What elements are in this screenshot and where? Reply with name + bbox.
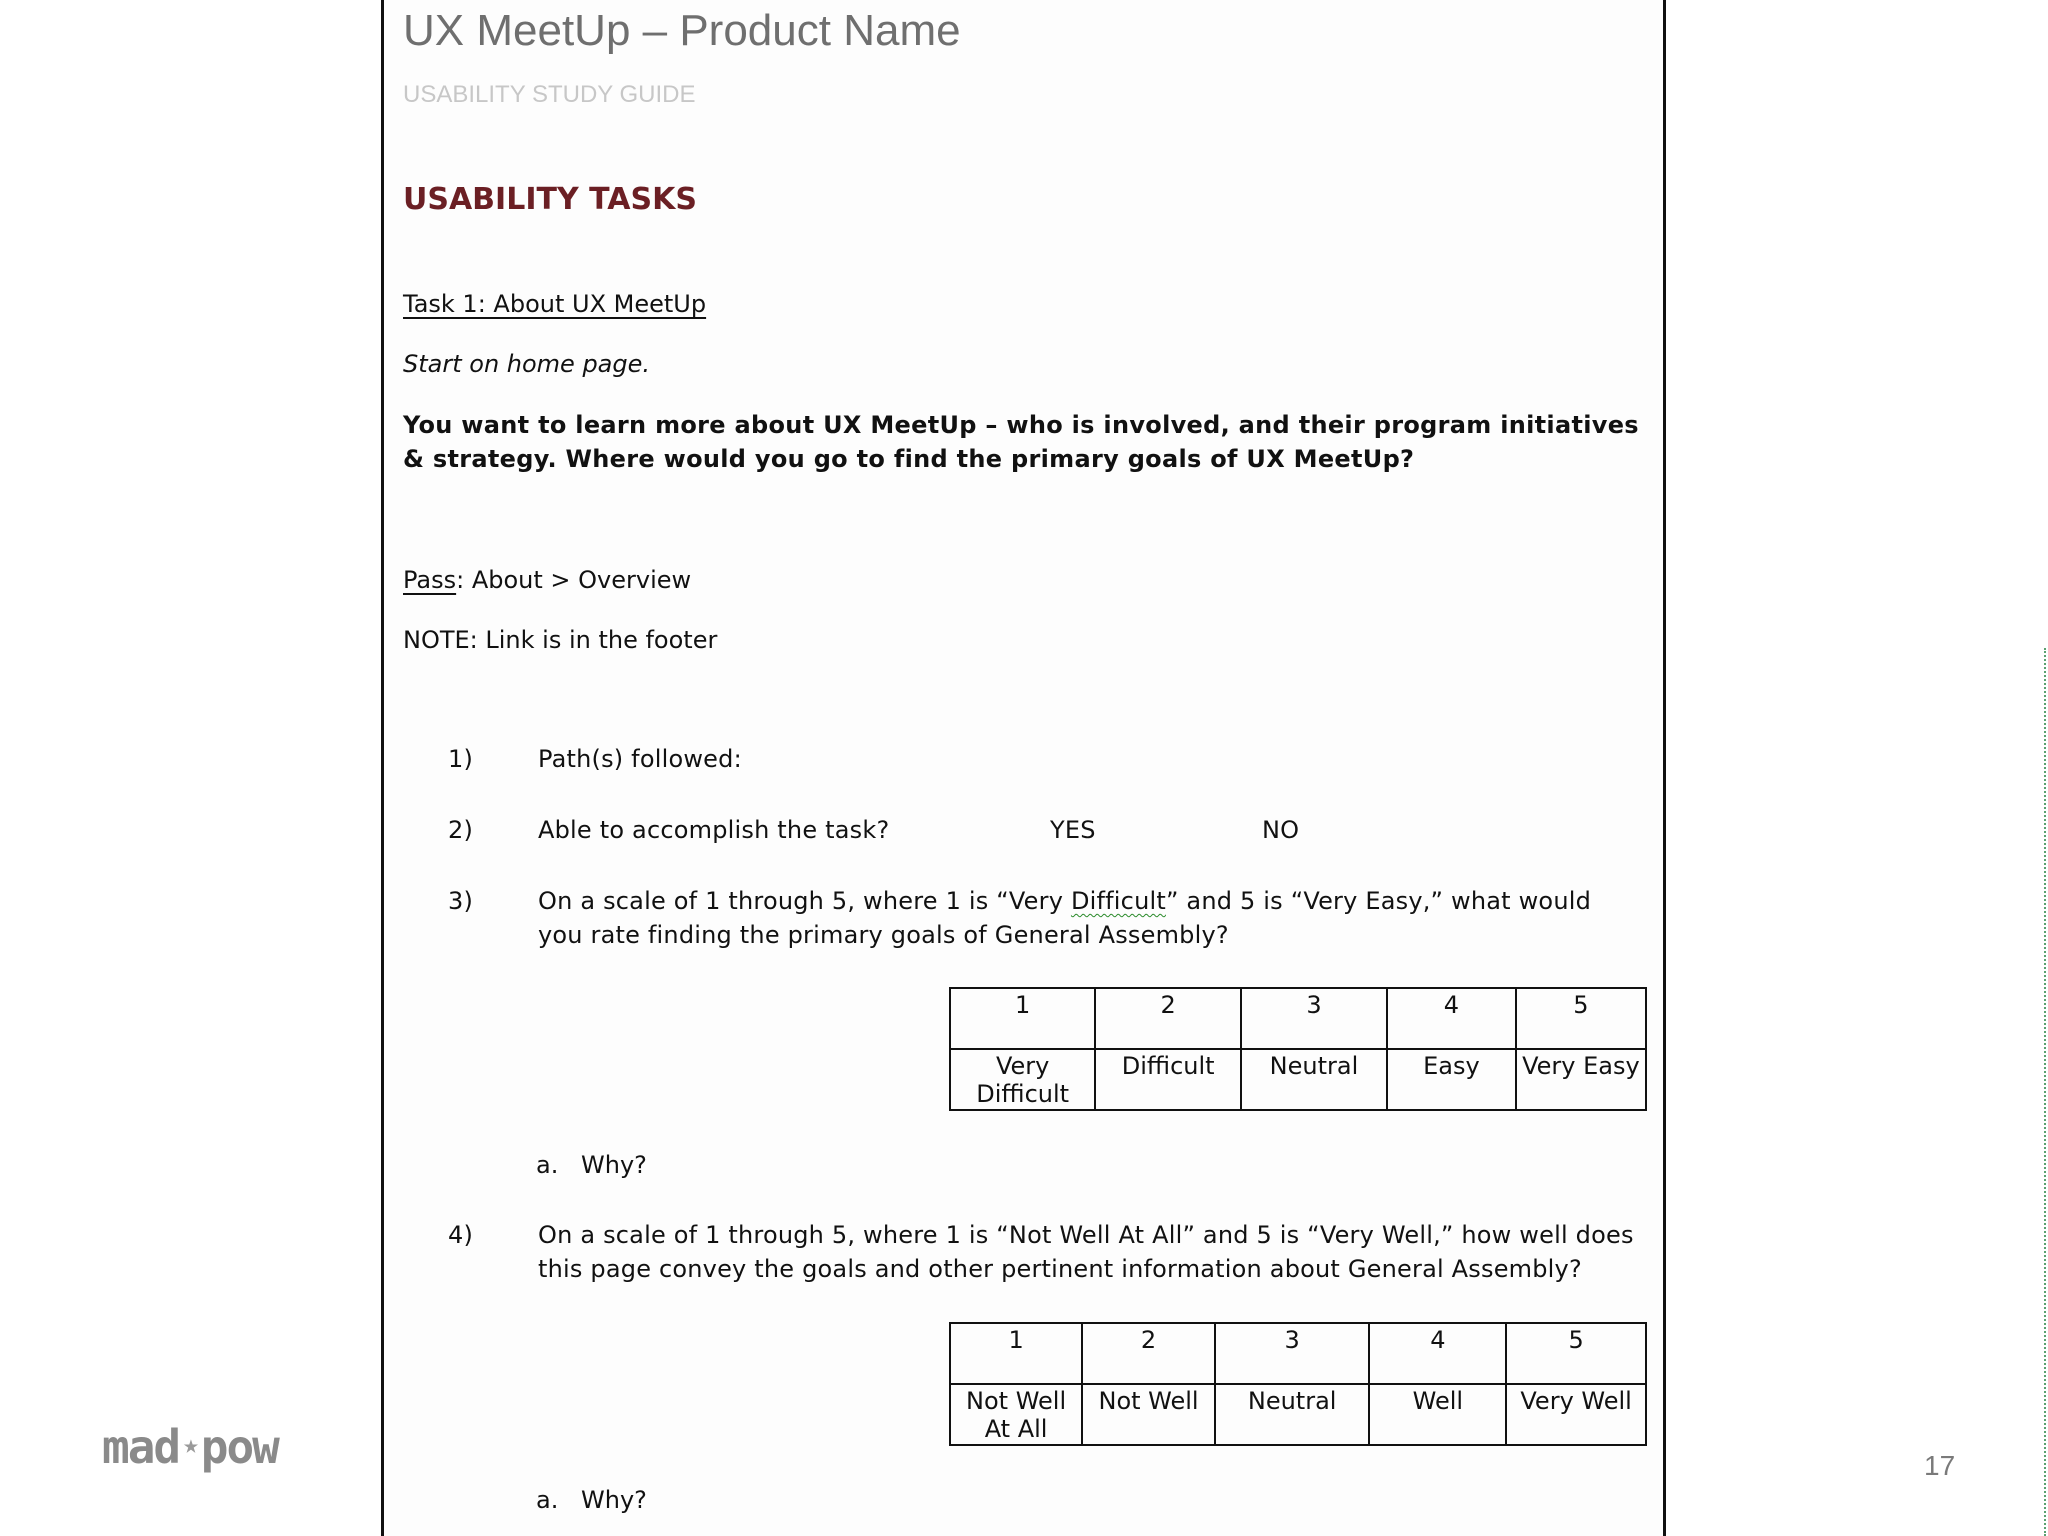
- answer-no: NO: [1262, 816, 1300, 844]
- table-row: [950, 1049, 1646, 1110]
- why-text: Why?: [581, 1486, 647, 1514]
- question-number: 1): [448, 745, 474, 773]
- question-number: 2): [448, 816, 474, 844]
- spellcheck-flagged-word: Difficult: [1070, 887, 1166, 915]
- task-note: NOTE: Link is in the footer: [403, 626, 718, 654]
- logo-text-left: mad: [102, 1420, 180, 1474]
- margin-divider: [2044, 648, 2046, 1536]
- list-letter: a.: [536, 1486, 559, 1514]
- why-text: Why?: [581, 1151, 647, 1179]
- pass-value: : About > Overview: [456, 566, 692, 594]
- table-cell: 4: [1369, 1323, 1506, 1384]
- table-cell: 1: [950, 1323, 1082, 1384]
- table-cell: Easy: [1387, 1049, 1516, 1110]
- task-start-note: Start on home page.: [403, 350, 651, 378]
- pass-line: [403, 566, 691, 594]
- table-cell: 5: [1516, 988, 1646, 1049]
- table-cell: 3: [1215, 1323, 1370, 1384]
- wellness-scale-table: [949, 1322, 1647, 1446]
- table-cell: 3: [1241, 988, 1387, 1049]
- table-cell: Very Easy: [1516, 1049, 1646, 1110]
- madpow-logo: [102, 1420, 278, 1474]
- table-cell: Neutral: [1241, 1049, 1387, 1110]
- question-text: [538, 884, 1638, 952]
- question-text: Able to accomplish the task?: [538, 816, 890, 844]
- question-number: 4): [448, 1221, 474, 1249]
- table-row: [950, 988, 1646, 1049]
- question-text-part: On a scale of 1 through 5, where 1 is “Very: [538, 887, 1071, 915]
- document-page: [381, 0, 1666, 1536]
- table-cell: 1: [950, 988, 1095, 1049]
- question-text-part: ” and 5 is “Very Easy,” what would you rate finding the primary goals of General Assembly?: [538, 887, 1592, 949]
- table-cell: Not Well At All: [950, 1384, 1082, 1445]
- table-cell: 5: [1506, 1323, 1646, 1384]
- question-number: 3): [448, 887, 474, 915]
- logo-text-right: pow: [200, 1420, 278, 1474]
- list-letter: a.: [536, 1151, 559, 1179]
- slide-number: 17: [1924, 1450, 1956, 1481]
- table-cell: Very Well: [1506, 1384, 1646, 1445]
- table-cell: Neutral: [1215, 1384, 1370, 1445]
- table-cell: Not Well: [1082, 1384, 1215, 1445]
- table-row: [950, 1323, 1646, 1384]
- table-cell: Very Difficult: [950, 1049, 1095, 1110]
- task-title: Task 1: About UX MeetUp: [403, 290, 707, 318]
- table-cell: 2: [1082, 1323, 1215, 1384]
- difficulty-scale-table: [949, 987, 1647, 1111]
- task-scenario: You want to learn more about UX MeetUp – who is involved, and their program initiatives & strategy. Where would you go to find the primary goals of UX MeetUp?: [403, 411, 1639, 473]
- table-cell: Well: [1369, 1384, 1506, 1445]
- question-text: Path(s) followed:: [538, 745, 742, 773]
- section-heading: USABILITY TASKS: [403, 182, 697, 217]
- pass-label: Pass: [403, 566, 457, 594]
- document-subtitle: USABILITY STUDY GUIDE: [403, 81, 696, 108]
- table-row: [950, 1384, 1646, 1445]
- answer-yes: YES: [1050, 816, 1096, 844]
- table-cell: Difficult: [1095, 1049, 1241, 1110]
- star-icon: ★: [183, 1430, 197, 1460]
- table-cell: 4: [1387, 988, 1516, 1049]
- document-title: UX MeetUp – Product Name: [403, 6, 961, 55]
- table-cell: 2: [1095, 988, 1241, 1049]
- question-text: On a scale of 1 through 5, where 1 is “Not Well At All” and 5 is “Very Well,” how well does this page convey the goals and other pertinent information about General Assembly?: [538, 1221, 1634, 1283]
